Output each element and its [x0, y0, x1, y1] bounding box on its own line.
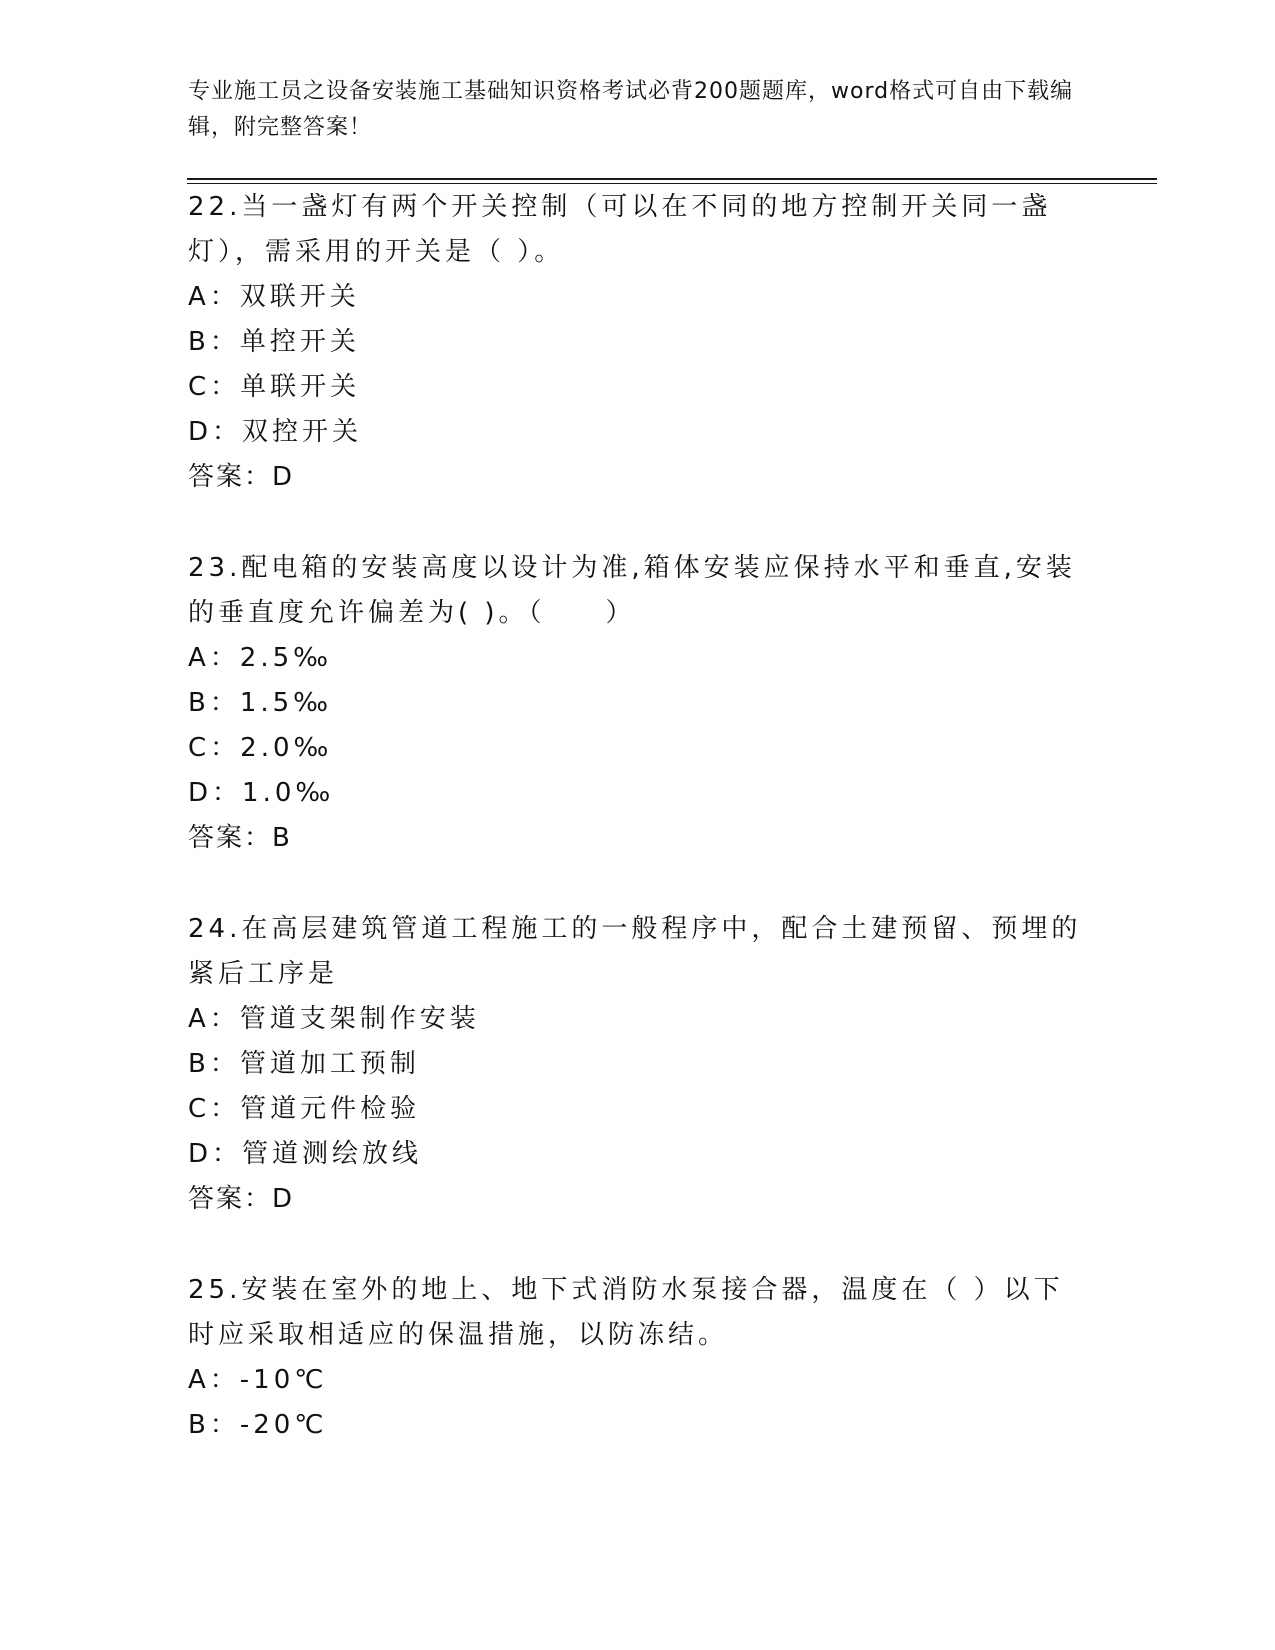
option-b: B：单控开关: [188, 327, 360, 357]
question-23: [188, 546, 1088, 861]
question-stem: 22.当一盏灯有两个开关控制（可以在不同的地方控制开关同一盏灯），需采用的开关是（ ）。: [188, 192, 1052, 267]
header-divider-thick: [187, 178, 1157, 180]
option-b: B：-20℃: [188, 1410, 328, 1440]
question-stem: 23.配电箱的安装高度以设计为准,箱体安装应保持水平和垂直,安装的垂直度允许偏差为( )。（ ）: [188, 553, 1076, 628]
option-a: A：2.5‰: [188, 643, 333, 673]
option-c: C：单联开关: [188, 372, 361, 402]
option-b: B：管道加工预制: [188, 1049, 420, 1079]
option-c: C：2.0‰: [188, 733, 333, 763]
option-a: A：管道支架制作安装: [188, 1004, 480, 1034]
question-22: [188, 185, 1088, 500]
answer-line: 答案：D: [188, 462, 295, 492]
question-stem: 25.安装在室外的地上、地下式消防水泵接合器，温度在（ ）以下时应采取相适应的保温措施，以防冻结。: [188, 1275, 1064, 1350]
answer-line: 答案：B: [188, 823, 292, 853]
option-c: C：管道元件检验: [188, 1094, 421, 1124]
document-header: 专业施工员之设备安装施工基础知识资格考试必背200题题库，word格式可自由下载编辑，附完整答案！: [188, 79, 1074, 140]
header-divider-thin: [187, 183, 1157, 184]
question-24: [188, 907, 1088, 1222]
option-a: A：-10℃: [188, 1365, 328, 1395]
answer-line: 答案：D: [188, 1184, 295, 1214]
option-d: D：1.0‰: [188, 778, 335, 808]
question-stem: 24.在高层建筑管道工程施工的一般程序中，配合土建预留、预埋的紧后工序是: [188, 914, 1082, 989]
question-25: [188, 1268, 1088, 1448]
option-d: D：双控开关: [188, 417, 363, 447]
option-b: B：1.5‰: [188, 688, 333, 718]
option-a: A：双联开关: [188, 282, 360, 312]
option-d: D：管道测绘放线: [188, 1139, 423, 1169]
